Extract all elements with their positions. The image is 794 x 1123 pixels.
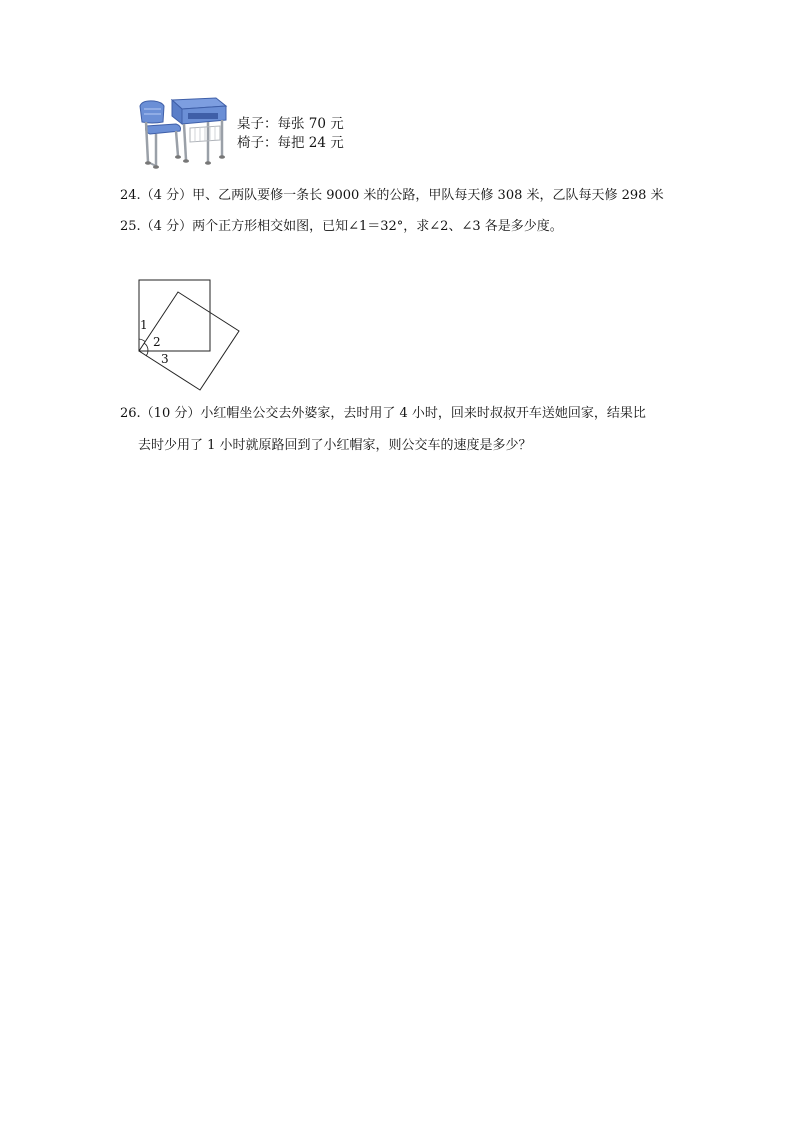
angle-label-1: 1 — [140, 318, 148, 332]
desk-chair-illustration — [132, 96, 230, 172]
angle-label-2: 2 — [153, 335, 161, 349]
square-upright — [139, 280, 210, 351]
angle-label-3: 3 — [161, 352, 169, 366]
question-25: 25.（4 分）两个正方形相交如图，已知∠1＝32°，求∠2、∠3 各是多少度。 — [120, 219, 563, 234]
question-26-line-2: 去时少用了 1 小时就原路回到了小红帽家，则公交车的速度是多少？ — [138, 438, 532, 453]
squares-figure — [130, 272, 245, 397]
chair-price: 椅子：每把 24 元 — [237, 135, 344, 151]
desk-price: 桌子：每张 70 元 — [237, 116, 344, 132]
question-26-line-1: 26.（10 分）小红帽坐公交去外婆家，去时用了 4 小时，回来时叔叔开车送她回家，结果比 — [120, 406, 646, 421]
question-24: 24.（4 分）甲、乙两队要修一条长 9000 米的公路，甲队每天修 308 米，乙队每天修 298 米 — [120, 188, 664, 203]
